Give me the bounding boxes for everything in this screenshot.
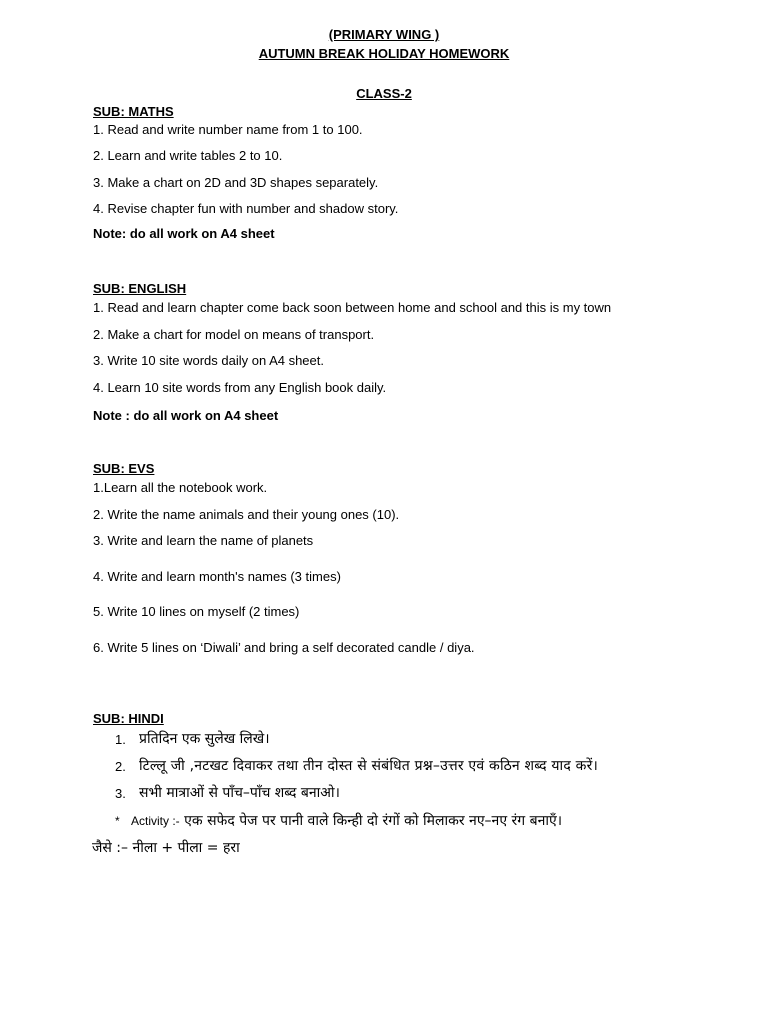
wing-heading: (PRIMARY WING ) xyxy=(328,27,440,42)
evs-item: 2. Write the name animals and their young ones (10). xyxy=(93,507,400,522)
hindi-item-text: सभी मात्राओं से पाँच–पाँच शब्द बनाओ। xyxy=(139,785,340,801)
color-example: जैसे :– नीला + पीला = हरा xyxy=(92,840,240,856)
activity-line xyxy=(131,811,562,830)
english-item: 3. Write 10 site words daily on A4 sheet. xyxy=(93,353,324,368)
hindi-item-number: 2. xyxy=(115,759,126,774)
evs-item: 4. Write and learn month's names (3 times) xyxy=(93,569,341,584)
maths-heading: SUB: MATHS xyxy=(93,104,174,119)
evs-item: 6. Write 5 lines on ‘Diwali’ and bring a self decorated candle / diya. xyxy=(93,640,475,655)
activity-text: एक सफेद पेज पर पानी वाले किन्ही दो रंगों को मिलाकर नए–नए रंग बनाएँ। xyxy=(184,813,563,829)
evs-item: 3. Write and learn the name of planets xyxy=(93,533,314,548)
maths-item: 4. Revise chapter fun with number and shadow story. xyxy=(93,201,399,216)
evs-heading: SUB: EVS xyxy=(93,461,155,476)
evs-item: 5. Write 10 lines on myself (2 times) xyxy=(93,604,300,619)
english-heading: SUB: ENGLISH xyxy=(93,281,187,296)
evs-item: 1.Learn all the notebook work. xyxy=(93,480,268,495)
maths-item: 2. Learn and write tables 2 to 10. xyxy=(93,148,283,163)
hindi-heading: SUB: HINDI xyxy=(93,711,164,726)
document-title: AUTUMN BREAK HOLIDAY HOMEWORK xyxy=(258,46,510,61)
maths-item: 1. Read and write number name from 1 to 100. xyxy=(93,122,363,137)
english-item: 4. Learn 10 site words from any English book daily. xyxy=(93,380,387,395)
english-item: 2. Make a chart for model on means of transport. xyxy=(93,327,375,342)
maths-item: 3. Make a chart on 2D and 3D shapes separately. xyxy=(93,175,379,190)
activity-bullet: * xyxy=(115,814,120,828)
english-note: Note : do all work on A4 sheet xyxy=(93,408,279,423)
hindi-item-text: टिल्लू जी ,नटखट दिवाकर तथा तीन दोस्त से संबंधित प्रश्न–उत्तर एवं कठिन शब्द याद करें। xyxy=(139,758,599,774)
english-item: 1. Read and learn chapter come back soon between home and school and this is my town xyxy=(93,300,612,315)
class-heading: CLASS-2 xyxy=(356,86,412,101)
maths-note: Note: do all work on A4 sheet xyxy=(93,226,275,241)
activity-label: Activity :- xyxy=(131,814,180,828)
hindi-item-text: प्रतिदिन एक सुलेख लिखे। xyxy=(139,731,270,747)
hindi-item-number: 3. xyxy=(115,786,126,801)
hindi-item-number: 1. xyxy=(115,732,126,747)
